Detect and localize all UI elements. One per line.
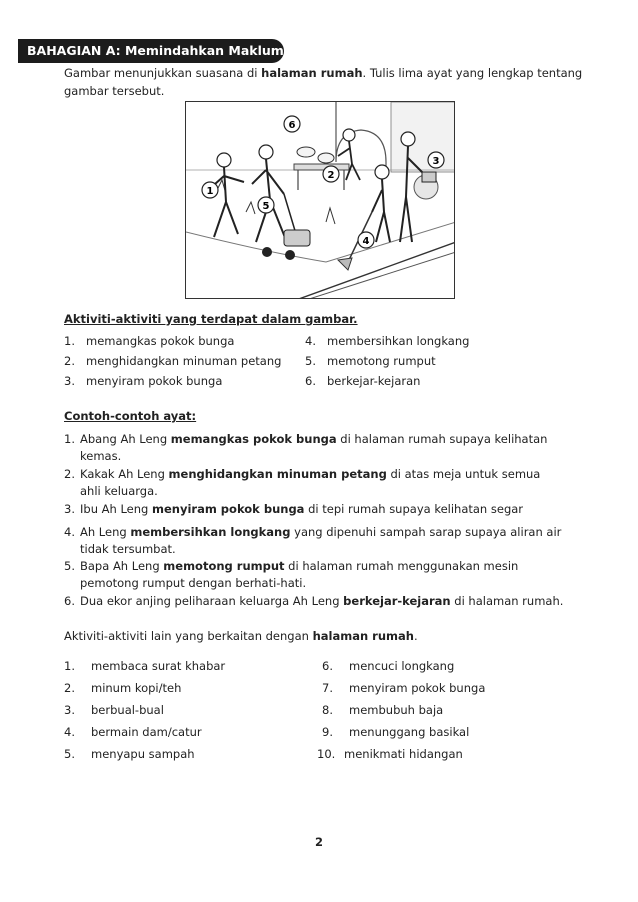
item-text: menikmati hidangan — [344, 747, 463, 761]
section-banner: BAHAGIAN A: Memindahkan Maklumat — [18, 39, 284, 63]
item-text: menyapu sampah — [91, 747, 195, 761]
sentence-end: di tepi rumah supaya kelihatan segar — [304, 502, 524, 516]
item-number: 10. — [317, 747, 336, 761]
sentence-keyword: membersihkan longkang — [130, 525, 291, 539]
instruction-text — [64, 64, 584, 100]
item-text: menunggang basikal — [349, 725, 470, 739]
item-number: 3. — [64, 374, 75, 388]
sentence-start: Ibu Ah Leng — [80, 502, 152, 516]
item-number: 4. — [64, 725, 75, 739]
page-number: 2 — [314, 835, 323, 849]
item-number: 5. — [305, 354, 316, 368]
sentence-end: di halaman rumah menggunakan mesin pemotong rumput dengan berhati-hati. — [80, 559, 519, 590]
intro-bold: halaman rumah — [261, 66, 363, 80]
item-number: 6. — [305, 374, 316, 388]
sentence-end: di atas meja untuk semua ahli keluarga. — [80, 467, 541, 498]
item-text: membersihkan longkang — [327, 334, 470, 348]
sentence-start: Dua ekor anjing peliharaan keluarga Ah Leng — [80, 594, 344, 608]
item-text: membaca surat khabar — [91, 659, 226, 673]
example-item — [64, 524, 564, 558]
item-text: minum kopi/teh — [91, 681, 182, 695]
example-item — [64, 558, 564, 592]
item-number: 3. — [64, 703, 75, 717]
sentence-keyword: berkejar-kejaran — [343, 594, 451, 608]
item-number: 1. — [64, 659, 75, 673]
garden-scene-illustration — [185, 101, 455, 299]
item-number: 1. — [64, 334, 75, 348]
label-2: 2 — [327, 170, 335, 181]
label-6: 6 — [288, 120, 296, 131]
intro-part2: . Tulis lima ayat yang lengkap tentang gambar tersebut. — [64, 66, 583, 98]
example-item — [64, 593, 564, 610]
example-item — [64, 501, 564, 518]
sentence-end: di halaman rumah. — [450, 594, 564, 608]
sentence-end: yang dipenuhi sampah sarap supaya aliran air tidak tersumbat. — [80, 525, 562, 556]
examples-heading: Contoh-contoh ayat: — [64, 409, 197, 423]
item-number: 2. — [64, 681, 75, 695]
item-number: 4. — [64, 525, 75, 539]
item-number: 1. — [64, 432, 75, 446]
sentence-keyword: menghidangkan minuman petang — [168, 467, 387, 481]
label-1: 1 — [206, 186, 214, 197]
item-text: berkejar-kejaran — [327, 374, 421, 388]
item-number: 5. — [64, 747, 75, 761]
item-number: 5. — [64, 559, 75, 573]
item-text: mencuci longkang — [349, 659, 455, 673]
activities-heading: Aktiviti-aktiviti yang terdapat dalam gambar. — [64, 312, 358, 326]
item-text: memotong rumput — [327, 354, 436, 368]
other-intro-end: . — [413, 629, 418, 643]
item-text: menghidangkan minuman petang — [86, 354, 282, 368]
label-5: 5 — [262, 201, 270, 212]
item-number: 4. — [305, 334, 316, 348]
item-number: 3. — [64, 502, 75, 516]
sentence-keyword: memotong rumput — [163, 559, 285, 573]
item-number: 6. — [64, 594, 75, 608]
item-number: 2. — [64, 354, 75, 368]
intro-part1: Gambar menunjukkan suasana di — [64, 66, 262, 80]
item-text: menyiram pokok bunga — [349, 681, 486, 695]
item-text: memangkas pokok bunga — [86, 334, 235, 348]
sentence-start: Abang Ah Leng — [80, 432, 171, 446]
example-item — [64, 431, 564, 465]
label-3: 3 — [432, 156, 440, 167]
item-number: 8. — [322, 703, 333, 717]
sentence-start: Bapa Ah Leng — [80, 559, 164, 573]
item-number: 9. — [322, 725, 333, 739]
other-intro-bold: halaman rumah — [312, 629, 414, 643]
other-activities-intro — [64, 629, 418, 643]
sentence-keyword: menyiram pokok bunga — [151, 502, 305, 516]
label-4: 4 — [362, 236, 370, 247]
item-number: 7. — [322, 681, 333, 695]
sentence-keyword: memangkas pokok bunga — [170, 432, 337, 446]
example-item — [64, 466, 564, 500]
item-text: bermain dam/catur — [91, 725, 202, 739]
scene-drawing — [186, 102, 455, 299]
sentence-end: di halaman rumah supaya kelihatan kemas. — [80, 432, 548, 463]
item-number: 2. — [64, 467, 75, 481]
item-text: menyiram pokok bunga — [86, 374, 223, 388]
sentence-start: Ah Leng — [80, 525, 131, 539]
item-text: berbual-bual — [91, 703, 164, 717]
sentence-start: Kakak Ah Leng — [80, 467, 169, 481]
item-number: 6. — [322, 659, 333, 673]
item-text: membubuh baja — [349, 703, 444, 717]
other-intro-start: Aktiviti-aktiviti lain yang berkaitan dengan — [64, 629, 313, 643]
